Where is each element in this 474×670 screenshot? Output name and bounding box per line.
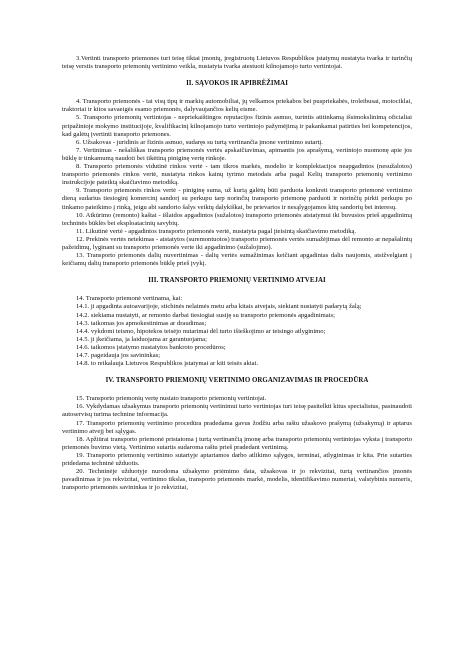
paragraph: 17. Transporto priemonių vertinimo procedūra pradedama gavus žodžiu arba raštu užsakovo prašymą (užsakymą) ir aptarus vertinimo atvejį bei sąlygas. [62, 419, 412, 435]
paragraph: 8. Transporto priemonės vidutinė rinkos vertė - tam tikros markės, modelio ir komplektacijos neapgadintos (nesužalotos) transporto priemonės rinkos vertė, nustatyta rinkos kainų tyrimo metodais arba pagal Kelių transporto priemonių vertinimo instrukcijoje pateiktą skaičiavimo metodiką. [62, 163, 412, 187]
paragraph: 13. Transporto priemonės dalių nuvertinimas - dalių vertės sumažinimas keičiant apgadintas dalis naujomis, atsižvelgiant į keičiamų dalių transporto priemonės būklę prieš įvykį. [62, 252, 412, 268]
paragraph: 20. Techninėje užduotyje nurodoma užsakymo priėmimo data, užsakovas ir jo rekvizitai, turtą vertinančios įmonės pavadinimas ir jos rekvizitai, vertinimo tikslas, transporto priemonės markė, modelis, identifikavimo numeriai, valstybinis numeris, transporto priemonės savininkas ir jo rekvizitai, [62, 468, 412, 492]
list-item: 14.1. ji apgadinta autoavarijoje, stichinės nelaimės metu arba kitais atvejais, siekiant nustatyti padarytą žalą; [76, 303, 362, 311]
paragraph: 9. Transporto priemonės rinkos vertė - piniginę suma, už kurią galėtų būti parduota konkreti transporto priemonė vertinimo dieną sudarius tiesioginį komercinį sandorį su perkupu tarp norinčių transporto priemonę parduoti ir norinčių pirkti perkupu po tinkamo pateikimo į rinką, jeigu abi sandorio šalys veiktų dalykiškai, be prievartos ir nesąlygojamos kitų sandorių bei interesų. [62, 187, 412, 211]
list-item: 14.8. to reikalauja Lietuvos Respublikos įstatymai ar kiti teisės aktai. [76, 360, 259, 368]
section-heading-definitions: II. SĄVOKOS IR APIBRĖŽIMAI [186, 80, 288, 88]
paragraph: 6. Užsakovas - juridinis ar fizinis asmuo, sudaręs su turtą vertinančia įmone vertinimo sutartį. [76, 138, 323, 146]
paragraph: 19. Transporto priemonių vertinimo sutartyje aptariamos darbo atlikimo sąlygos, terminai, atlyginimas ir kita. Prie sutarties pridedama techninė užduotis. [62, 451, 412, 468]
paragraph: 16. Vykdydamas užsakymus transporto priemonių vertinimui turto vertintojas turi teisę pasitelkti kitus specialistus, pasinaudoti autoservisų turima technine informacija. [62, 403, 412, 419]
list-lead: 14. Transporto priemonė vertinama, kai: [76, 295, 183, 303]
paragraph: 10. Atkūrimo (remonto) kaštai - išlaidos apgadintos (sužalotos) transporto priemonės atstatymui iki buvusios prieš apgadinimą techninės būklės bei eksploatacinių savybių. [62, 211, 412, 227]
list-item: 14.5. ji įkeičiama, ja laiduojama ar garantuojama; [76, 335, 207, 343]
paragraph: 7. Vertinimas - nešališkas transporto priemonės vertės apskaičiavimas, apimantis jos aprašymą, vertintojo nuomonę apie jos būklę ir tinkamumą naudoti bei tikėtiną piniginę vertę rinkoje. [62, 146, 412, 162]
paragraph: 5. Transporto priemonių vertintojas - nepriekaištingos reputacijos fizinis asmuo, turintis atitinkamą išsimokslinimą oficialiai pripažintoje mokymo institucijoje, kvalifikacinį kilnojamojo turto vertintojo pažymėjimą ir pakankamai patirties bei kompetencijos, kad galėtų įvertinti transporto priemones. [62, 114, 412, 138]
list-item: 14.3. taikomas jos apmokestinimas ar draudimas; [76, 319, 207, 327]
paragraph: 15. Transporto priemonių vertę nustato transporto priemonių vertintojai. [76, 395, 267, 403]
section-heading-valuation-cases: III. TRANSPORTO PRIEMONIŲ VERTINIMO ATVEJAI [148, 277, 326, 285]
list-item: 14.7. pageidauja jos savininkas; [76, 352, 161, 359]
list-item: 14.2. siekiama nustatyti, ar remonto darbai tiesiogiai susiję su transporto priemonės apgadinimais; [76, 311, 335, 319]
list-item: 14.4. vykdomi teismo, hipotekos teisėjo nutarimai dėl turto išieškojimo ar teisingo atlyginimo; [76, 327, 326, 335]
section-heading-procedure: IV. TRANSPORTO PRIEMONIŲ VERTINIMO ORGANIZAVIMAS IR PROCEDŪRA [105, 377, 369, 385]
paragraph: 4. Transporto priemonės - tai visų tipų ir markių automobiliai, jų velkamos priekabos bei puspriekabės, troleibusai, motociklai, traktoriai ir kitos savaeigės esamo priemonės, dalyvaujančios kelių eisme. [62, 98, 412, 114]
paragraph: 18. Apžiūrai transporto priemonė pristatoma į turtą vertinančią įmonę arba transporto priemonių vertintojas vyksta į transporto priemonės buvimo vietą. Vertinimo sutartis sudaroma raštu prieš pradedant vertinimą. [62, 435, 412, 451]
paragraph: 11. Likutinė vertė - apgadintos transporto priemonės vertė, nustatyta pagal įteisintą skaičiavimo metodiką. [76, 227, 357, 235]
paragraph: 12. Prekinės vertės netekimas - atstatytos (suremontuotos) transporto priemonės vertės sumažėjimas dėl remonto ar nepašalintų pažeidimų, lyginant su transporto priemonės verte iki apgadinimo (sužalojimo). [62, 235, 413, 251]
intro-paragraph: 3.Vertinti transporto priemones turi teisę tiktai įmonių, įregistruotų Lietuvos Respublikos įstatymų nustatyta tvarka ir turinčių teisę verstis transporto priemonių vertinimo veikla, nustatyta tvarka atestuoti kilnojamojo turto vertintojai. [62, 55, 412, 71]
list-item: 14.6. taikomos įstatymo nustatytos bankroto procedūros; [76, 343, 226, 351]
